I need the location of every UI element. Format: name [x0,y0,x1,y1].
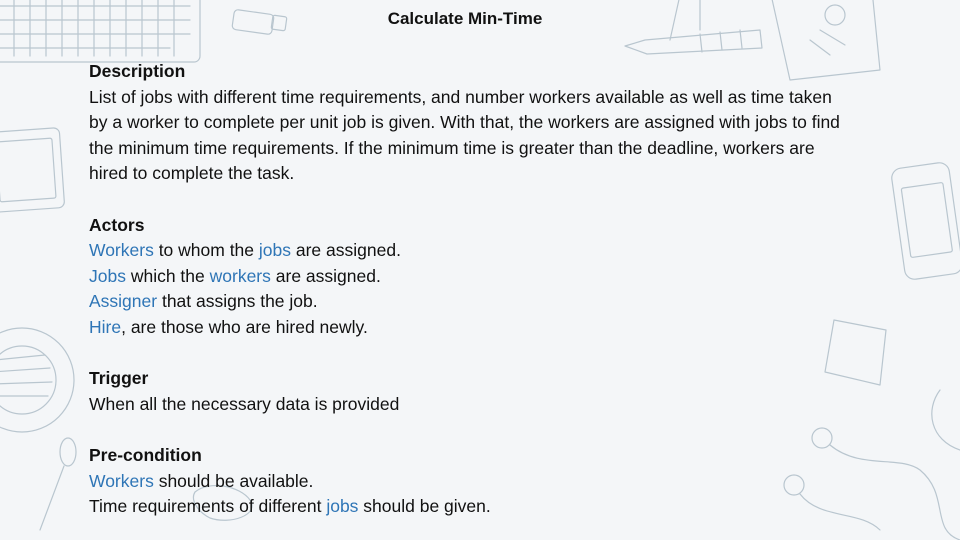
precondition-text: should be given. [358,496,491,517]
actor-text: are assigned. [291,240,401,261]
trigger-text: When all the necessary data is provided [89,393,400,414]
slide-title: Calculate Min-Time [387,9,543,28]
phone-sketch-icon [890,162,960,281]
precondition-term: jobs [326,496,359,517]
description-line: by a worker to complete per unit job is given. With that, the workers are assigned with jobs to find [89,112,840,133]
description-line: hired to complete the task. [89,163,295,184]
spacer [89,417,859,443]
tablet-sketch-icon [0,128,65,213]
actor-item-hire [89,315,859,341]
actor-term: Hire [89,316,122,337]
precondition-line [89,494,859,520]
actor-item-jobs [89,264,859,290]
precondition-line [89,469,859,495]
actors-heading: Actors [89,214,145,235]
precondition-term: Workers [89,470,154,491]
spacer [89,341,859,367]
precondition-heading: Pre-condition [89,444,202,465]
actor-term: Assigner [89,291,158,312]
description-heading: Description [89,61,186,81]
spacer [89,187,859,213]
pen-sketch-icon [625,30,762,54]
actor-text: to whom the [153,240,259,261]
precondition-text: Time requirements of different [89,496,327,517]
actor-text: , are those who are hired newly. [121,316,368,337]
actor-item-assigner [89,289,859,315]
slide-body [89,59,859,520]
description-line: List of jobs with different time requirements, and number workers available as well as time taken [89,86,832,107]
trigger-heading: Trigger [89,368,149,389]
coffee-cup-sketch-icon [0,328,74,432]
actor-term: workers [209,265,271,286]
actor-item-workers [89,238,859,264]
actor-term: Jobs [89,265,126,286]
actor-text: which the [125,265,210,286]
actor-text: are assigned. [270,265,381,286]
actor-term: jobs [258,240,291,261]
description-line: the minimum time requirements. If the minimum time is greater than the deadline, workers are [89,137,815,158]
precondition-text: should be available. [153,470,314,491]
spoon-sketch-icon [40,438,76,530]
actor-text: that assigns the job. [157,291,318,312]
actor-term: Workers [89,240,154,261]
